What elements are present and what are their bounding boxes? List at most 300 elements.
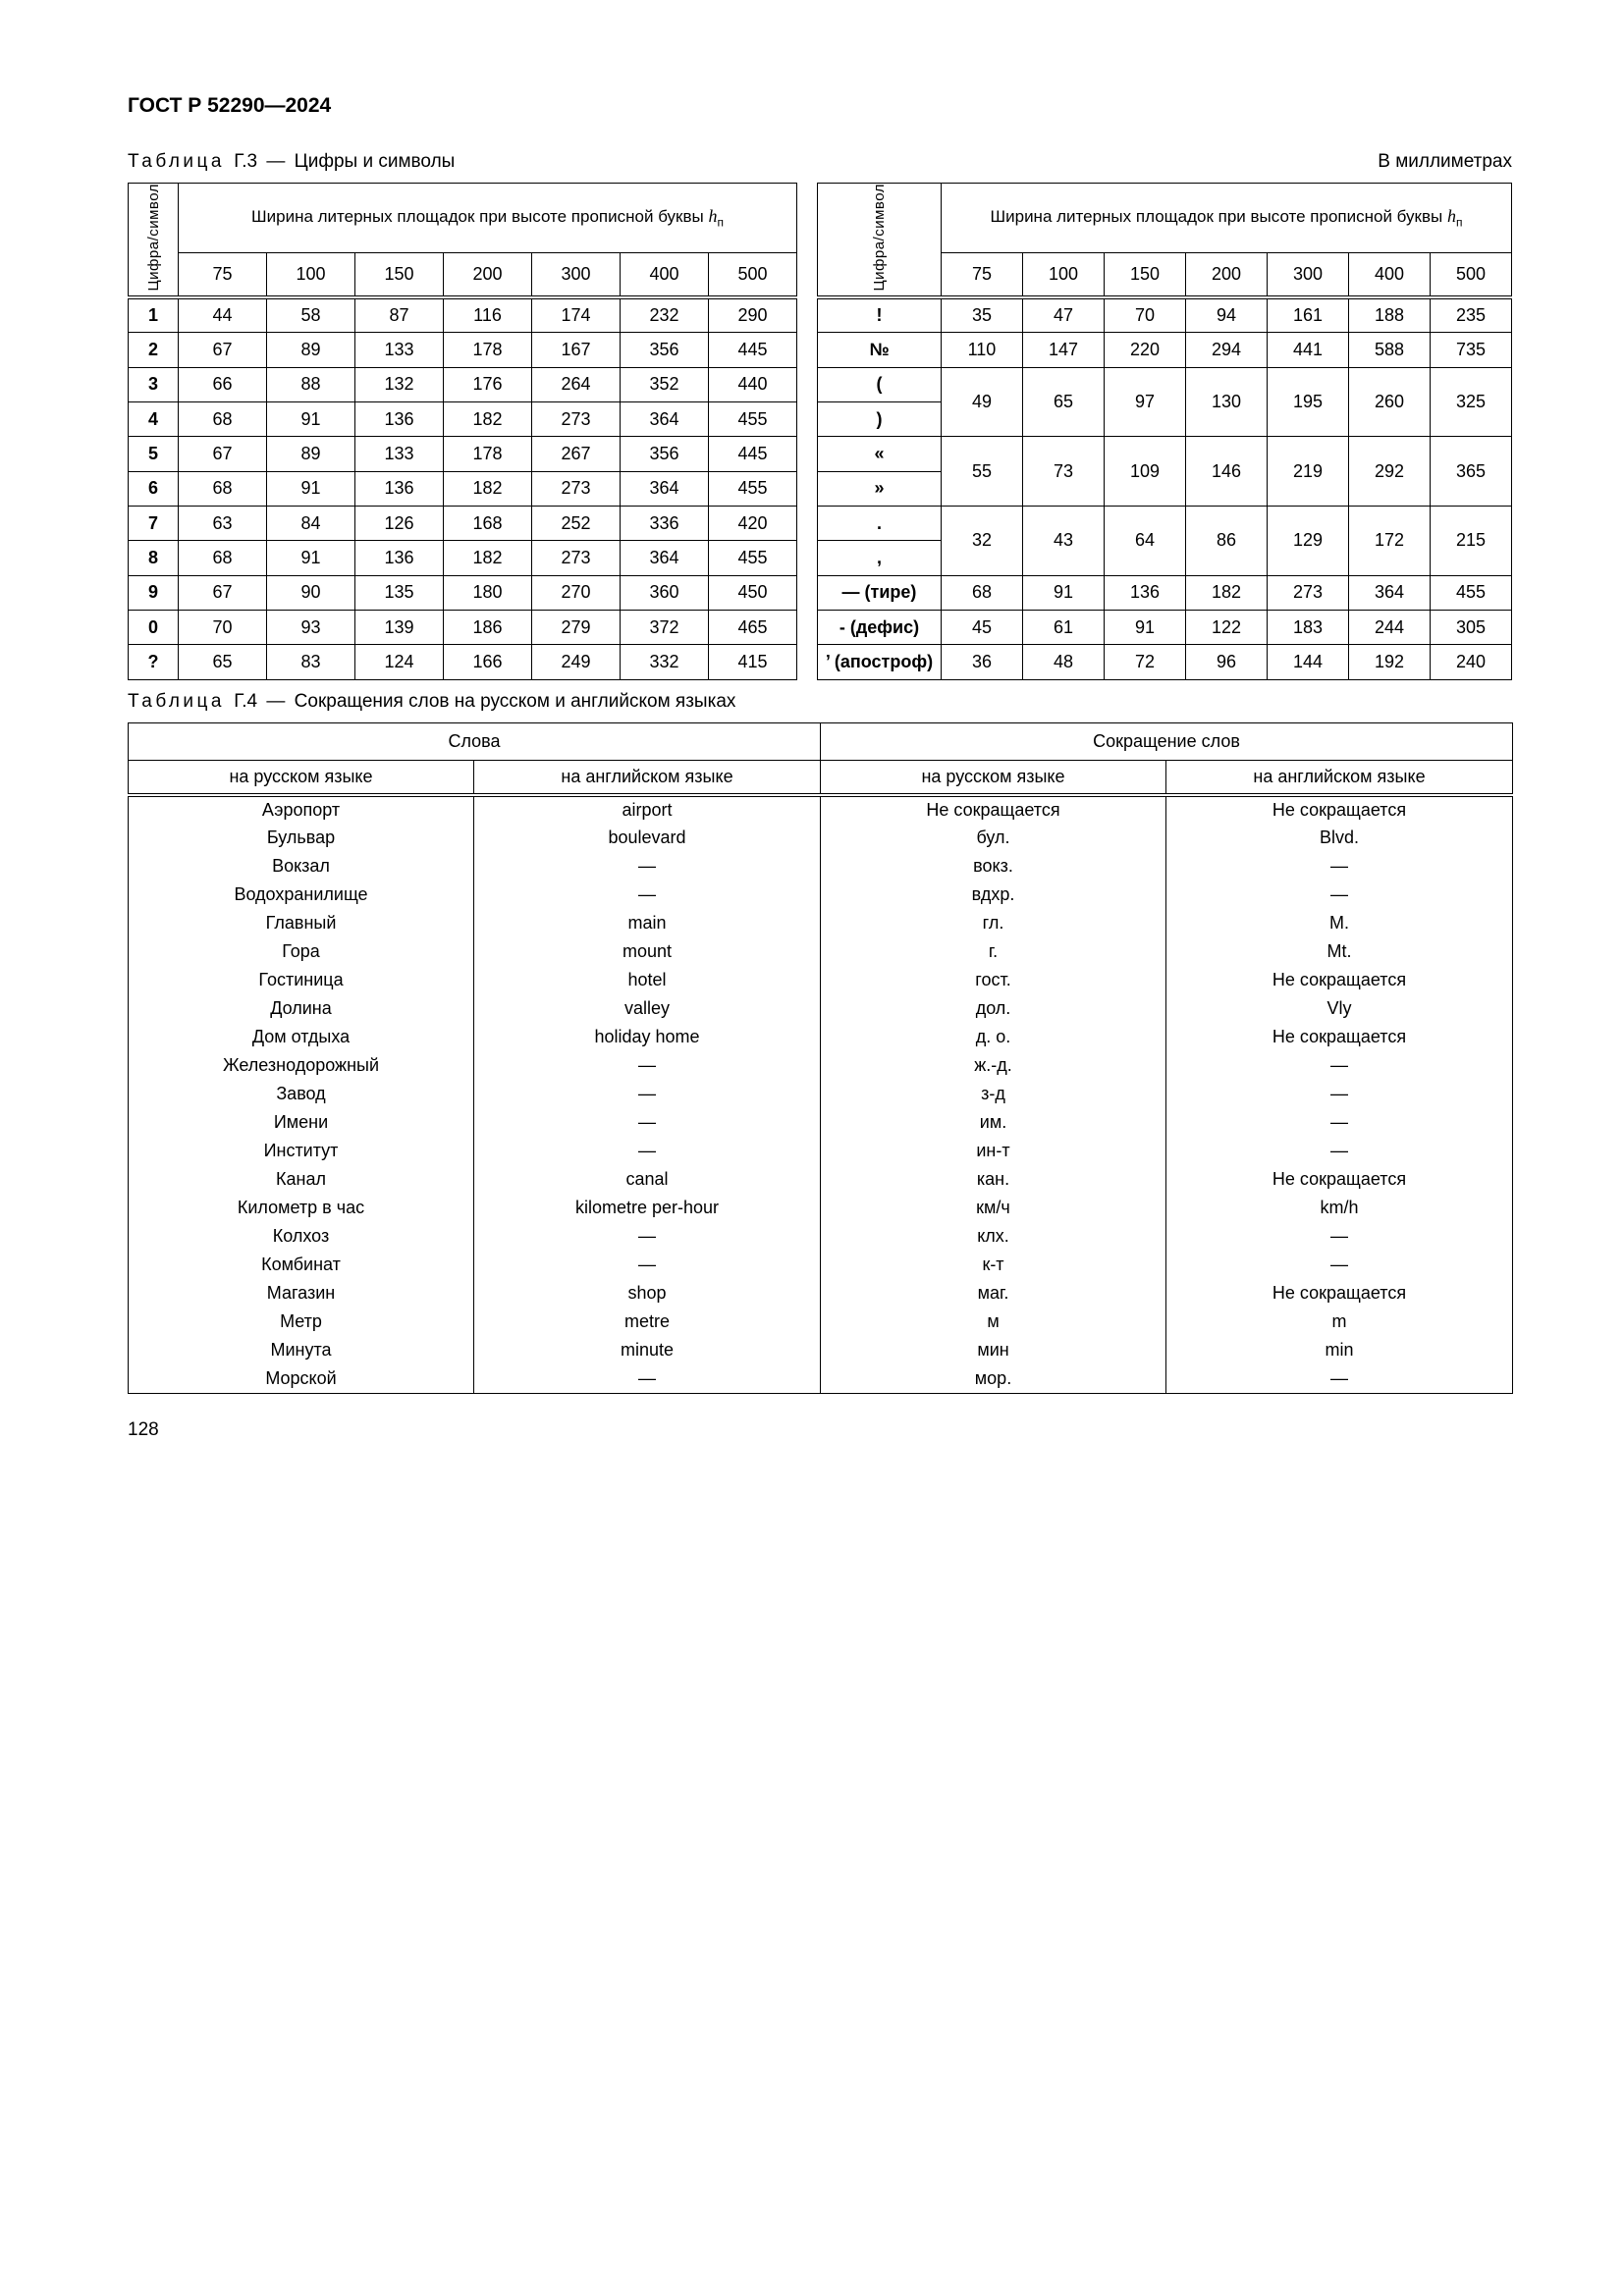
- width-value-cell: 129: [1267, 507, 1348, 576]
- g3-left-row: [129, 401, 797, 436]
- abbr-en-cell: Не сокращается: [1166, 1165, 1513, 1194]
- abbr-ru-cell: гл.: [821, 909, 1166, 937]
- sub-header-ru: на русском языке: [821, 760, 1166, 795]
- width-value-cell: 139: [355, 611, 444, 645]
- symbol-cell: — (тире): [817, 575, 941, 610]
- height-header: 300: [1267, 253, 1348, 298]
- g3-right-head-main-row: [817, 184, 1511, 253]
- word-ru-cell: Морской: [129, 1364, 474, 1393]
- width-value-cell: 182: [444, 541, 532, 575]
- width-value-cell: 455: [1430, 575, 1511, 610]
- width-value-cell: 110: [941, 333, 1022, 367]
- h-subscript: п: [717, 215, 724, 230]
- width-value-cell: 68: [179, 401, 267, 436]
- caption-word: Таблица: [128, 690, 225, 712]
- g4-row: [129, 966, 1513, 994]
- page-number: 128: [128, 1418, 159, 1440]
- abbr-en-cell: —: [1166, 1108, 1513, 1137]
- caption-title: Сокращения слов на русском и английском языках: [294, 690, 736, 712]
- g3-right-row: [817, 333, 1511, 367]
- width-value-cell: 133: [355, 437, 444, 471]
- word-ru-cell: Колхоз: [129, 1222, 474, 1251]
- width-value-cell: 365: [1430, 437, 1511, 507]
- table-g4-caption: [128, 691, 1512, 713]
- abbr-en-cell: Не сокращается: [1166, 795, 1513, 824]
- height-header: 150: [355, 253, 444, 298]
- g3-right-row: [817, 367, 1511, 401]
- abbr-ru-cell: з-д: [821, 1080, 1166, 1108]
- abbr-en-cell: Не сокращается: [1166, 1279, 1513, 1308]
- word-en-cell: shop: [474, 1279, 821, 1308]
- caption-title: Цифры и символы: [294, 151, 456, 172]
- abbr-en-cell: m: [1166, 1308, 1513, 1336]
- width-value-cell: 182: [444, 401, 532, 436]
- width-value-cell: 146: [1185, 437, 1267, 507]
- width-value-cell: 273: [532, 541, 621, 575]
- symbol-cell: 7: [129, 507, 179, 541]
- g3-left-row: [129, 507, 797, 541]
- width-value-cell: 72: [1104, 645, 1185, 680]
- g3-left-row: [129, 541, 797, 575]
- g4-row: [129, 1108, 1513, 1137]
- width-value-cell: 91: [1104, 611, 1185, 645]
- width-value-cell: 67: [179, 333, 267, 367]
- width-value-cell: 68: [941, 575, 1022, 610]
- abbr-en-cell: min: [1166, 1336, 1513, 1364]
- width-value-cell: 136: [355, 471, 444, 506]
- width-value-cell: 97: [1104, 367, 1185, 437]
- width-value-cell: 48: [1022, 645, 1104, 680]
- width-value-cell: 147: [1022, 333, 1104, 367]
- height-header: 500: [709, 253, 797, 298]
- width-value-cell: 440: [709, 367, 797, 401]
- symbol-cell: №: [817, 333, 941, 367]
- width-value-cell: 249: [532, 645, 621, 680]
- symbol-cell: 6: [129, 471, 179, 506]
- symbol-cell: !: [817, 297, 941, 332]
- word-en-cell: —: [474, 1251, 821, 1279]
- width-value-cell: 73: [1022, 437, 1104, 507]
- width-column-header: [179, 184, 797, 253]
- g4-row: [129, 1222, 1513, 1251]
- word-ru-cell: Минута: [129, 1336, 474, 1364]
- height-header: 150: [1104, 253, 1185, 298]
- g4-row: [129, 1336, 1513, 1364]
- width-value-cell: 122: [1185, 611, 1267, 645]
- word-ru-cell: Бульвар: [129, 824, 474, 852]
- g4-row: [129, 909, 1513, 937]
- word-ru-cell: Железнодорожный: [129, 1051, 474, 1080]
- h-symbol: h: [708, 206, 718, 227]
- word-ru-cell: Дом отдыха: [129, 1023, 474, 1051]
- width-value-cell: 55: [941, 437, 1022, 507]
- height-header: 300: [532, 253, 621, 298]
- h-subscript: п: [1455, 215, 1463, 230]
- abbr-en-cell: —: [1166, 852, 1513, 881]
- word-ru-cell: Вокзал: [129, 852, 474, 881]
- width-value-cell: 65: [179, 645, 267, 680]
- abbr-en-cell: —: [1166, 1251, 1513, 1279]
- width-value-cell: 465: [709, 611, 797, 645]
- width-value-cell: 294: [1185, 333, 1267, 367]
- width-value-cell: 235: [1430, 297, 1511, 332]
- symbol-cell: .: [817, 507, 941, 541]
- g4-row: [129, 852, 1513, 881]
- width-value-cell: 116: [444, 297, 532, 332]
- abbr-ru-cell: ж.-д.: [821, 1051, 1166, 1080]
- width-value-cell: 63: [179, 507, 267, 541]
- symbol-cell: 3: [129, 367, 179, 401]
- symbol-cell: 5: [129, 437, 179, 471]
- width-value-cell: 144: [1267, 645, 1348, 680]
- word-en-cell: —: [474, 1137, 821, 1165]
- g3-left-row: [129, 645, 797, 680]
- g3-left-body: [129, 297, 797, 679]
- width-value-cell: 244: [1348, 611, 1430, 645]
- word-en-cell: —: [474, 1222, 821, 1251]
- width-value-cell: 445: [709, 333, 797, 367]
- width-value-cell: 96: [1185, 645, 1267, 680]
- g3-right-row: [817, 575, 1511, 610]
- width-value-cell: 32: [941, 507, 1022, 576]
- sub-header-en: на английском языке: [1166, 760, 1513, 795]
- abbr-ru-cell: ин-т: [821, 1137, 1166, 1165]
- width-value-cell: 67: [179, 437, 267, 471]
- word-ru-cell: Водохранилище: [129, 881, 474, 909]
- table-g4: [128, 722, 1513, 1394]
- symbol-cell: ,: [817, 541, 941, 575]
- abbr-ru-cell: мин: [821, 1336, 1166, 1364]
- symbol-cell: (: [817, 367, 941, 401]
- abbr-ru-cell: г.: [821, 937, 1166, 966]
- width-value-cell: 232: [621, 297, 709, 332]
- sub-header-ru: на русском языке: [129, 760, 474, 795]
- width-value-cell: 240: [1430, 645, 1511, 680]
- width-value-cell: 182: [1185, 575, 1267, 610]
- width-value-cell: 455: [709, 401, 797, 436]
- width-value-cell: 94: [1185, 297, 1267, 332]
- abbr-ru-cell: Не сокращается: [821, 795, 1166, 824]
- width-value-cell: 180: [444, 575, 532, 610]
- width-value-cell: 91: [267, 401, 355, 436]
- abbr-en-cell: Blvd.: [1166, 824, 1513, 852]
- g3-right-body: [817, 297, 1511, 679]
- g4-row: [129, 1251, 1513, 1279]
- word-ru-cell: Магазин: [129, 1279, 474, 1308]
- width-value-cell: 45: [941, 611, 1022, 645]
- g4-row: [129, 1080, 1513, 1108]
- width-value-cell: 90: [267, 575, 355, 610]
- word-ru-cell: Гостиница: [129, 966, 474, 994]
- width-value-cell: 455: [709, 541, 797, 575]
- width-value-cell: 186: [444, 611, 532, 645]
- width-value-cell: 336: [621, 507, 709, 541]
- word-ru-cell: Главный: [129, 909, 474, 937]
- g3-left-row: [129, 575, 797, 610]
- width-value-cell: 360: [621, 575, 709, 610]
- table-g3: [128, 183, 1512, 672]
- g4-row: [129, 824, 1513, 852]
- width-value-cell: 168: [444, 507, 532, 541]
- abbr-en-cell: —: [1166, 1080, 1513, 1108]
- table-g3-left: [128, 183, 797, 680]
- width-value-cell: 133: [355, 333, 444, 367]
- width-value-cell: 260: [1348, 367, 1430, 437]
- width-value-cell: 332: [621, 645, 709, 680]
- width-value-cell: 126: [355, 507, 444, 541]
- width-value-cell: 91: [267, 541, 355, 575]
- g4-row: [129, 1194, 1513, 1222]
- abbr-group-header: Сокращение слов: [821, 722, 1513, 760]
- width-value-cell: 450: [709, 575, 797, 610]
- abbr-ru-cell: к-т: [821, 1251, 1166, 1279]
- word-ru-cell: Канал: [129, 1165, 474, 1194]
- caption-sep: —: [266, 151, 286, 172]
- width-value-cell: 356: [621, 333, 709, 367]
- width-value-cell: 83: [267, 645, 355, 680]
- g4-group-header-row: [129, 722, 1513, 760]
- h-symbol: h: [1446, 206, 1456, 227]
- g4-row: [129, 994, 1513, 1023]
- width-value-cell: 372: [621, 611, 709, 645]
- width-value-cell: 420: [709, 507, 797, 541]
- abbr-en-cell: M.: [1166, 909, 1513, 937]
- width-value-cell: 68: [179, 471, 267, 506]
- table-g3-caption: [128, 151, 459, 173]
- word-en-cell: kilometre per-hour: [474, 1194, 821, 1222]
- width-value-cell: 588: [1348, 333, 1430, 367]
- width-value-cell: 252: [532, 507, 621, 541]
- g3-left-head-main-row: [129, 184, 797, 253]
- word-en-cell: —: [474, 881, 821, 909]
- width-value-cell: 279: [532, 611, 621, 645]
- width-value-cell: 364: [621, 401, 709, 436]
- width-value-cell: 130: [1185, 367, 1267, 437]
- width-value-cell: 47: [1022, 297, 1104, 332]
- width-value-cell: 292: [1348, 437, 1430, 507]
- symbol-column-header-text: Цифра/символ: [870, 184, 888, 292]
- g3-right-row: [817, 437, 1511, 471]
- g4-row: [129, 795, 1513, 824]
- height-header: 75: [179, 253, 267, 298]
- g4-head: [129, 722, 1513, 795]
- width-value-cell: 325: [1430, 367, 1511, 437]
- height-header: 400: [621, 253, 709, 298]
- width-value-cell: 44: [179, 297, 267, 332]
- width-value-cell: 70: [1104, 297, 1185, 332]
- width-value-cell: 70: [179, 611, 267, 645]
- word-en-cell: metre: [474, 1308, 821, 1336]
- width-value-cell: 364: [621, 471, 709, 506]
- symbol-cell: 0: [129, 611, 179, 645]
- symbol-cell: «: [817, 437, 941, 471]
- width-value-cell: 445: [709, 437, 797, 471]
- height-header: 100: [1022, 253, 1104, 298]
- symbol-column-header: [817, 184, 941, 298]
- symbol-cell: ): [817, 401, 941, 436]
- width-value-cell: 192: [1348, 645, 1430, 680]
- word-ru-cell: Имени: [129, 1108, 474, 1137]
- width-value-cell: 87: [355, 297, 444, 332]
- width-value-cell: 89: [267, 437, 355, 471]
- width-value-cell: 66: [179, 367, 267, 401]
- width-value-cell: 273: [532, 471, 621, 506]
- height-header: 200: [1185, 253, 1267, 298]
- units-note: В миллиметрах: [1378, 151, 1512, 172]
- width-value-cell: 136: [1104, 575, 1185, 610]
- symbol-cell: - (дефис): [817, 611, 941, 645]
- width-value-cell: 43: [1022, 507, 1104, 576]
- width-value-cell: 161: [1267, 297, 1348, 332]
- abbr-ru-cell: д. о.: [821, 1023, 1166, 1051]
- width-value-cell: 68: [179, 541, 267, 575]
- width-value-cell: 61: [1022, 611, 1104, 645]
- width-value-cell: 267: [532, 437, 621, 471]
- abbr-en-cell: —: [1166, 1222, 1513, 1251]
- g4-row: [129, 1023, 1513, 1051]
- abbr-en-cell: Mt.: [1166, 937, 1513, 966]
- width-value-cell: 305: [1430, 611, 1511, 645]
- width-value-cell: 273: [1267, 575, 1348, 610]
- width-value-cell: 64: [1104, 507, 1185, 576]
- g3-left-head: [129, 184, 797, 298]
- symbol-column-header: [129, 184, 179, 298]
- height-header: 200: [444, 253, 532, 298]
- g3-right-row: [817, 611, 1511, 645]
- word-ru-cell: Гора: [129, 937, 474, 966]
- word-ru-cell: Аэропорт: [129, 795, 474, 824]
- width-value-cell: 166: [444, 645, 532, 680]
- width-value-cell: 178: [444, 333, 532, 367]
- caption-id: Г.4: [234, 690, 258, 712]
- width-value-cell: 219: [1267, 437, 1348, 507]
- g4-sub-header-row: [129, 760, 1513, 795]
- width-value-cell: 58: [267, 297, 355, 332]
- word-en-cell: holiday home: [474, 1023, 821, 1051]
- word-ru-cell: Комбинат: [129, 1251, 474, 1279]
- width-value-cell: 182: [444, 471, 532, 506]
- g4-row: [129, 1165, 1513, 1194]
- width-value-cell: 35: [941, 297, 1022, 332]
- abbr-ru-cell: вокз.: [821, 852, 1166, 881]
- width-value-cell: 91: [1022, 575, 1104, 610]
- g3-left-row: [129, 611, 797, 645]
- width-value-cell: 195: [1267, 367, 1348, 437]
- word-ru-cell: Институт: [129, 1137, 474, 1165]
- width-value-cell: 49: [941, 367, 1022, 437]
- word-en-cell: —: [474, 1364, 821, 1393]
- width-column-header: [941, 184, 1511, 253]
- abbr-ru-cell: кан.: [821, 1165, 1166, 1194]
- g3-left-row: [129, 297, 797, 332]
- symbol-cell: 9: [129, 575, 179, 610]
- width-value-cell: 132: [355, 367, 444, 401]
- g3-right-row: [817, 645, 1511, 680]
- width-value-cell: 172: [1348, 507, 1430, 576]
- word-en-cell: —: [474, 1080, 821, 1108]
- sub-header-en: на английском языке: [474, 760, 821, 795]
- width-value-cell: 415: [709, 645, 797, 680]
- abbr-ru-cell: им.: [821, 1108, 1166, 1137]
- g3-left-row: [129, 367, 797, 401]
- abbr-ru-cell: маг.: [821, 1279, 1166, 1308]
- g4-row: [129, 881, 1513, 909]
- width-value-cell: 176: [444, 367, 532, 401]
- g3-left-heights-row: [129, 253, 797, 298]
- g3-right-head: [817, 184, 1511, 298]
- abbr-en-cell: —: [1166, 1051, 1513, 1080]
- abbr-ru-cell: дол.: [821, 994, 1166, 1023]
- height-header: 500: [1430, 253, 1511, 298]
- word-en-cell: mount: [474, 937, 821, 966]
- width-value-cell: 215: [1430, 507, 1511, 576]
- width-value-cell: 124: [355, 645, 444, 680]
- word-ru-cell: Метр: [129, 1308, 474, 1336]
- abbr-ru-cell: гост.: [821, 966, 1166, 994]
- g3-right-row: [817, 297, 1511, 332]
- abbr-ru-cell: клх.: [821, 1222, 1166, 1251]
- g3-right-row: [817, 507, 1511, 541]
- width-value-cell: 735: [1430, 333, 1511, 367]
- abbr-en-cell: Не сокращается: [1166, 1023, 1513, 1051]
- width-value-cell: 364: [621, 541, 709, 575]
- abbr-en-cell: Не сокращается: [1166, 966, 1513, 994]
- width-value-cell: 91: [267, 471, 355, 506]
- width-value-cell: 167: [532, 333, 621, 367]
- abbr-ru-cell: вдхр.: [821, 881, 1166, 909]
- abbr-en-cell: km/h: [1166, 1194, 1513, 1222]
- caption-id: Г.3: [234, 151, 258, 172]
- word-en-cell: valley: [474, 994, 821, 1023]
- symbol-cell: ’ (апостроф): [817, 645, 941, 680]
- width-value-cell: 136: [355, 401, 444, 436]
- abbr-en-cell: —: [1166, 881, 1513, 909]
- abbr-ru-cell: бул.: [821, 824, 1166, 852]
- height-header: 100: [267, 253, 355, 298]
- abbr-ru-cell: мор.: [821, 1364, 1166, 1393]
- g3-left-row: [129, 471, 797, 506]
- g4-row: [129, 1279, 1513, 1308]
- width-value-cell: 67: [179, 575, 267, 610]
- g4-row: [129, 1051, 1513, 1080]
- width-value-cell: 441: [1267, 333, 1348, 367]
- caption-sep: —: [266, 690, 286, 712]
- width-value-cell: 178: [444, 437, 532, 471]
- width-header-text: Ширина литерных площадок при высоте прописной буквы: [251, 207, 709, 227]
- width-value-cell: 109: [1104, 437, 1185, 507]
- width-value-cell: 36: [941, 645, 1022, 680]
- width-value-cell: 183: [1267, 611, 1348, 645]
- word-en-cell: hotel: [474, 966, 821, 994]
- width-value-cell: 174: [532, 297, 621, 332]
- abbr-en-cell: Vly: [1166, 994, 1513, 1023]
- table-g3-caption-row: [128, 151, 1512, 173]
- width-value-cell: 264: [532, 367, 621, 401]
- width-value-cell: 65: [1022, 367, 1104, 437]
- width-value-cell: 88: [267, 367, 355, 401]
- word-en-cell: minute: [474, 1336, 821, 1364]
- symbol-cell: ?: [129, 645, 179, 680]
- abbr-en-cell: —: [1166, 1137, 1513, 1165]
- width-value-cell: 455: [709, 471, 797, 506]
- word-en-cell: boulevard: [474, 824, 821, 852]
- table-g3-right: [817, 183, 1512, 680]
- width-value-cell: 356: [621, 437, 709, 471]
- width-value-cell: 135: [355, 575, 444, 610]
- width-value-cell: 352: [621, 367, 709, 401]
- document-code: ГОСТ Р 52290—2024: [128, 94, 332, 117]
- width-value-cell: 270: [532, 575, 621, 610]
